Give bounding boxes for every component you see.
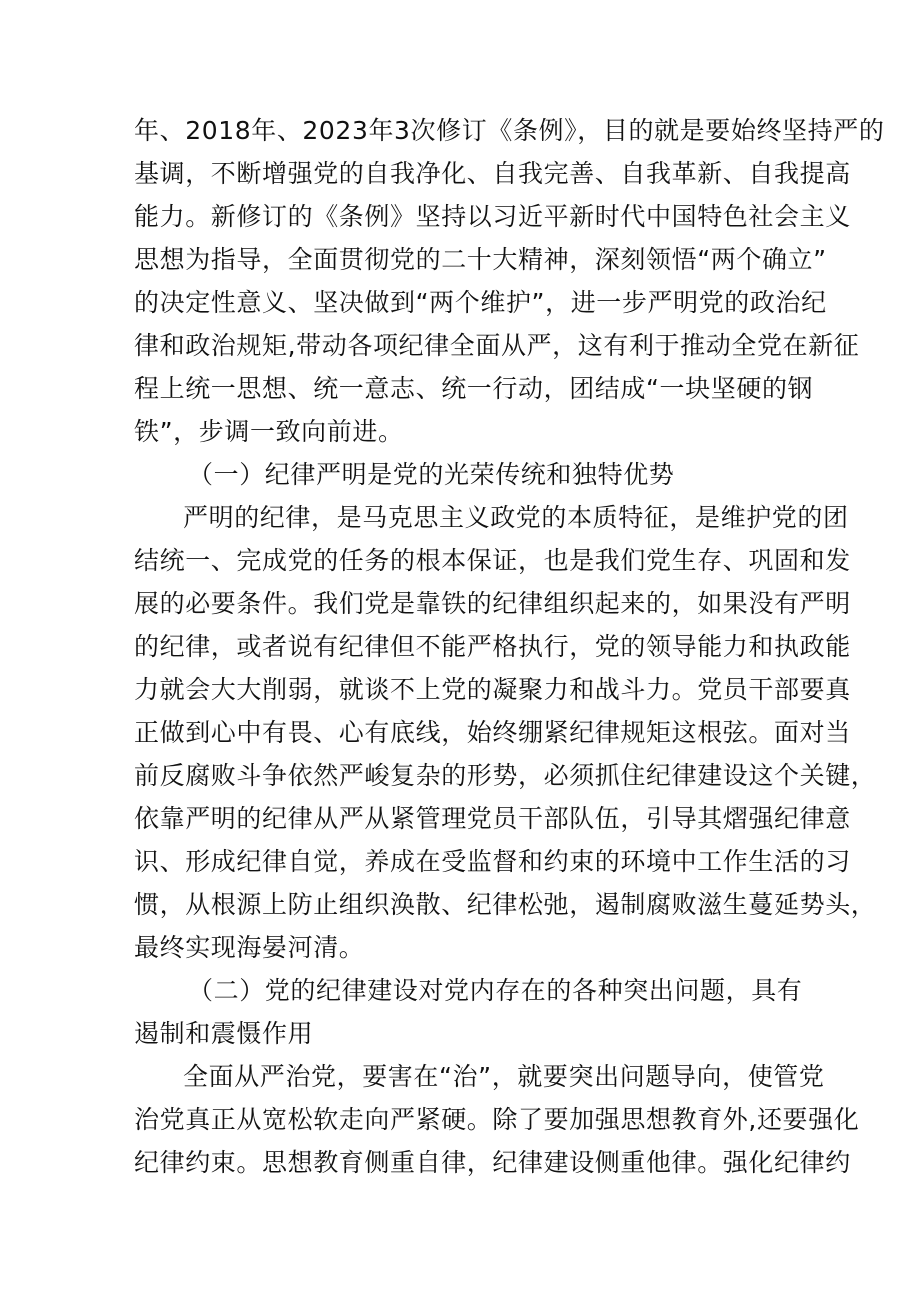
paragraph-1-line: 年、2018年、2023年3次修订《条例》，目的就是要始终坚持严的 xyxy=(134,116,885,145)
paragraph-2-line: 严明的纪律，是马克思主义政党的本质特征，是维护党的团 xyxy=(183,503,849,532)
section-heading-1: （一）纪律严明是党的光荣传统和独特优势 xyxy=(188,460,675,489)
paragraph-1-line: 基调，不断增强党的自我净化、自我完善、自我革新、自我提高 xyxy=(134,159,851,188)
paragraph-2-line: 结统一、完成党的任务的根本保证，也是我们党生存、巩固和发 xyxy=(134,546,851,575)
paragraph-1-line: 铁”，步调一致向前进。 xyxy=(134,417,404,446)
paragraph-2-line: 惯，从根源上防止组织涣散、纪律松弛，遏制腐败滋生蔓延势头， xyxy=(134,890,877,919)
paragraph-1-line: 的决定性意义、坚决做到“两个维护”，进一步严明党的政治纪 xyxy=(134,288,827,317)
paragraph-2-line: 展的必要条件。我们党是靠铁的纪律组织起来的，如果没有严明 xyxy=(134,589,851,618)
paragraph-3-line: 治党真正从宽松软走向严紧硬。除了要加强思想教育外,还要强化 xyxy=(134,1105,860,1134)
paragraph-1-line: 能力。新修订的《条例》坚持以习近平新时代中国特色社会主义 xyxy=(134,202,851,231)
paragraph-2-line: 依靠严明的纪律从严从紧管理党员干部队伍，引导其熠强纪律意 xyxy=(134,804,851,833)
paragraph-2-line: 力就会大大削弱，就谈不上党的凝聚力和战斗力。党员干部要真 xyxy=(134,675,851,704)
paragraph-2-line: 正做到心中有畏、心有底线，始终绷紧纪律规矩这根弦。面对当 xyxy=(134,718,851,747)
paragraph-1-line: 思想为指导，全面贯彻党的二十大精神，深刻领悟“两个确立” xyxy=(134,245,827,274)
paragraph-3-line: 纪律约束。思想教育侧重自律，纪律建设侧重他律。强化纪律约 xyxy=(134,1148,851,1177)
paragraph-2-line: 最终实现海晏河清。 xyxy=(134,933,365,962)
paragraph-3-line: 全面从严治党，要害在“治”，就要突出问题导向，使管党 xyxy=(183,1062,825,1091)
paragraph-2-line: 前反腐败斗争依然严峻复杂的形势，必须抓住纪律建设这个关键， xyxy=(134,761,877,790)
paragraph-1-line: 律和政治规矩,带动各项纪律全面从严，这有利于推动全党在新征 xyxy=(134,331,860,360)
section-heading-2: （二）党的纪律建设对党内存在的各种突出问题，具有 xyxy=(188,976,803,1005)
paragraph-2-line: 识、形成纪律自觉，养成在受监督和约束的环境中工作生活的习 xyxy=(134,847,851,876)
section-heading-2-cont: 遏制和震慑作用 xyxy=(134,1019,314,1048)
paragraph-1-line: 程上统一思想、统一意志、统一行动，团结成“一块坚硬的钢 xyxy=(134,374,814,403)
paragraph-2-line: 的纪律，或者说有纪律但不能严格执行，党的领导能力和执政能 xyxy=(134,632,851,661)
